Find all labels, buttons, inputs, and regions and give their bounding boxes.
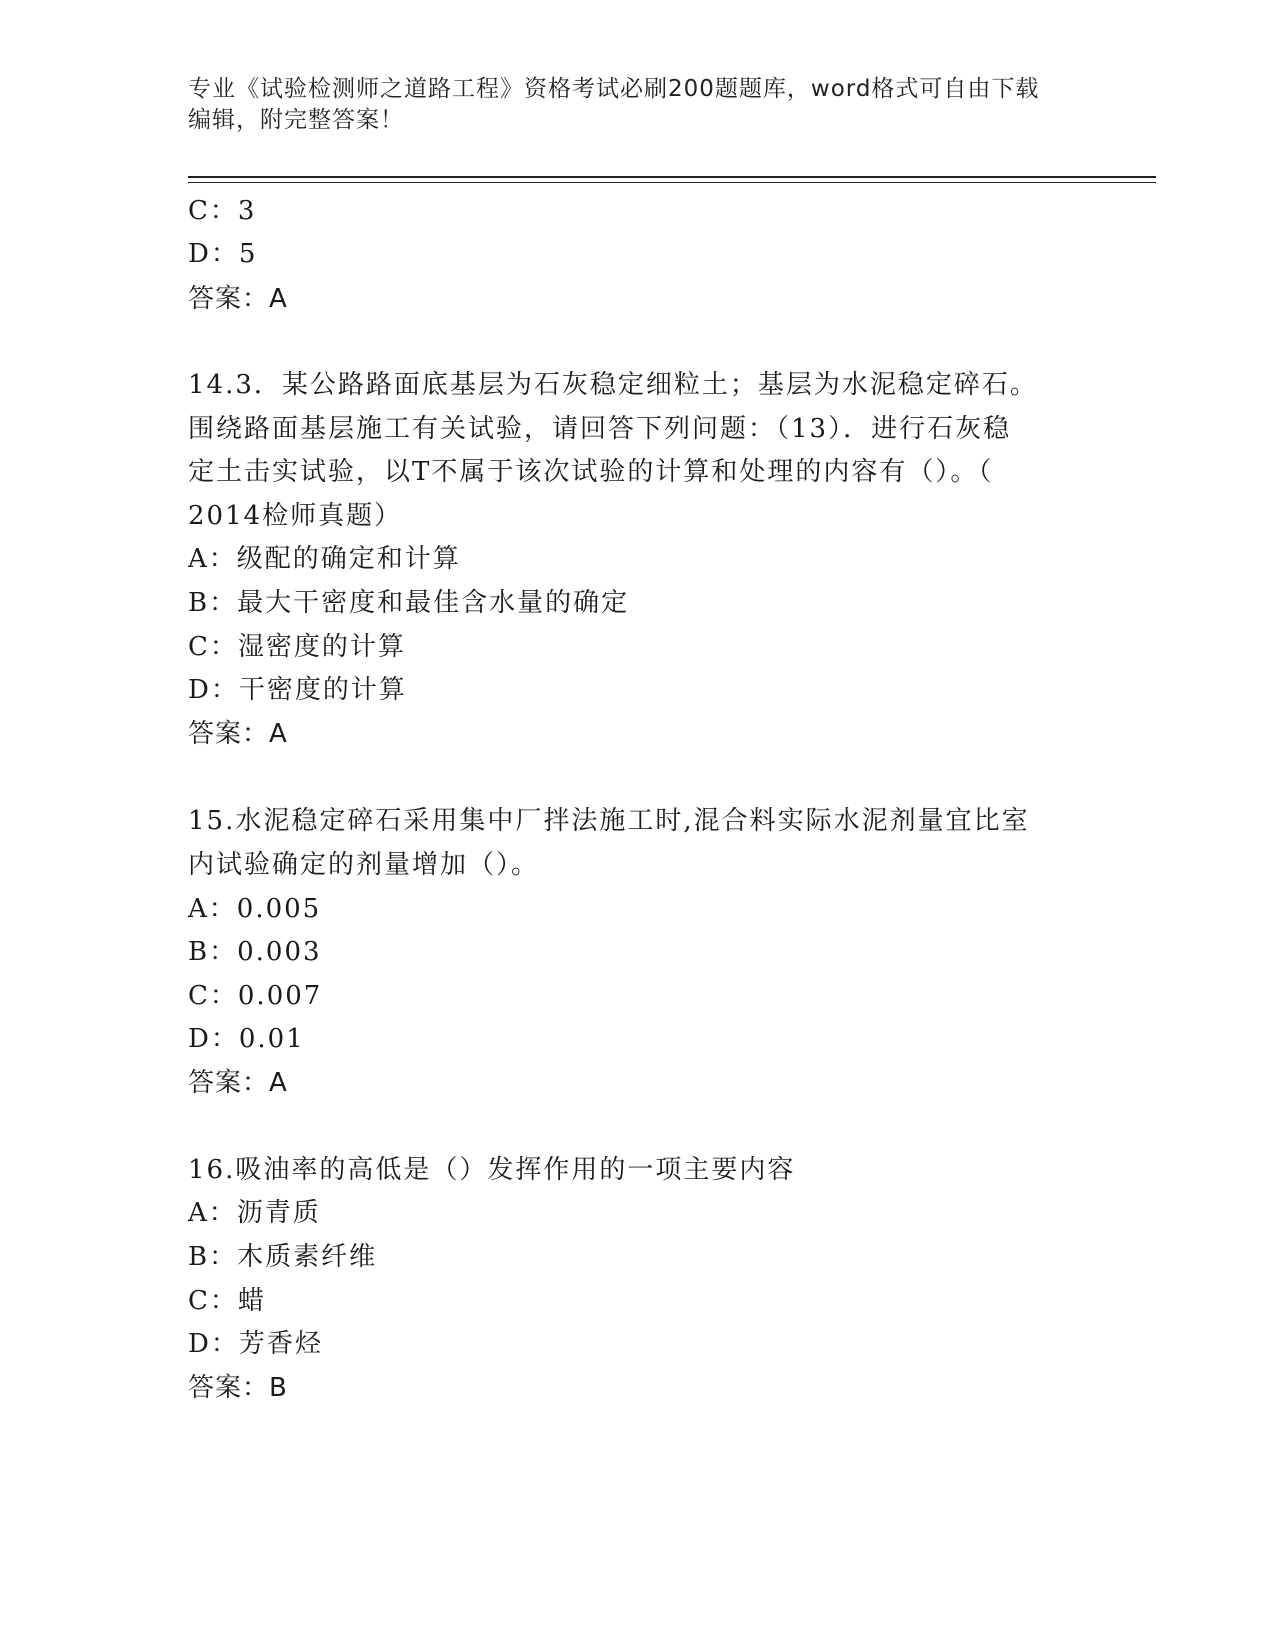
- q16-option-b: B：木质素纤维: [188, 1242, 378, 1272]
- q13-option-c: C：3: [188, 196, 257, 226]
- q15-option-b: B：0.003: [188, 937, 322, 967]
- q14-answer: 答案：A: [188, 719, 288, 749]
- q16-stem-line-1: 16.吸油率的高低是（）发挥作用的一项主要内容: [188, 1155, 796, 1185]
- q16-option-d: D：芳香烃: [188, 1329, 323, 1359]
- q15-option-c: C：0.007: [188, 981, 323, 1011]
- q14-option-d: D：干密度的计算: [188, 675, 407, 705]
- q14-option-a: A：级配的确定和计算: [188, 544, 461, 574]
- q13-option-d: D：5: [188, 239, 258, 269]
- q15-option-d: D：0.01: [188, 1024, 305, 1054]
- q14-stem-line-4: 2014检师真题）: [188, 501, 403, 531]
- q16-option-a: A：沥青质: [188, 1198, 321, 1228]
- header-title-line-2: 编辑，附完整答案！: [188, 107, 404, 133]
- q14-stem-line-1: 14.3．某公路路面底基层为石灰稳定细粒土；基层为水泥稳定碎石。: [188, 370, 1038, 400]
- q15-option-a: A：0.005: [188, 894, 322, 924]
- q13-answer: 答案：A: [188, 284, 288, 314]
- q15-stem-line-1: 15.水泥稳定碎石采用集中厂拌法施工时,混合料实际水泥剂量宜比室: [188, 806, 1030, 836]
- q14-option-b: B：最大干密度和最佳含水量的确定: [188, 588, 630, 618]
- page-header: [188, 74, 1088, 136]
- q14-option-c: C：湿密度的计算: [188, 632, 406, 662]
- header-title-line-1: 专业《试验检测师之道路工程》资格考试必刷200题题库，word格式可自由下载: [188, 76, 1040, 102]
- q14-stem-line-3: 定土击实试验，以T不属于该次试验的计算和处理的内容有（）。（: [188, 457, 994, 487]
- q14-stem-line-2: 围绕路面基层施工有关试验，请回答下列问题：（13）．进行石灰稳: [188, 414, 1012, 444]
- header-divider-thin: [188, 182, 1156, 183]
- q16-answer: 答案：B: [188, 1373, 288, 1403]
- q15-answer: 答案：A: [188, 1068, 288, 1098]
- header-divider-thick: [188, 176, 1156, 178]
- q15-stem-line-2: 内试验确定的剂量增加（）。: [188, 850, 540, 880]
- q16-option-c: C：蜡: [188, 1286, 266, 1316]
